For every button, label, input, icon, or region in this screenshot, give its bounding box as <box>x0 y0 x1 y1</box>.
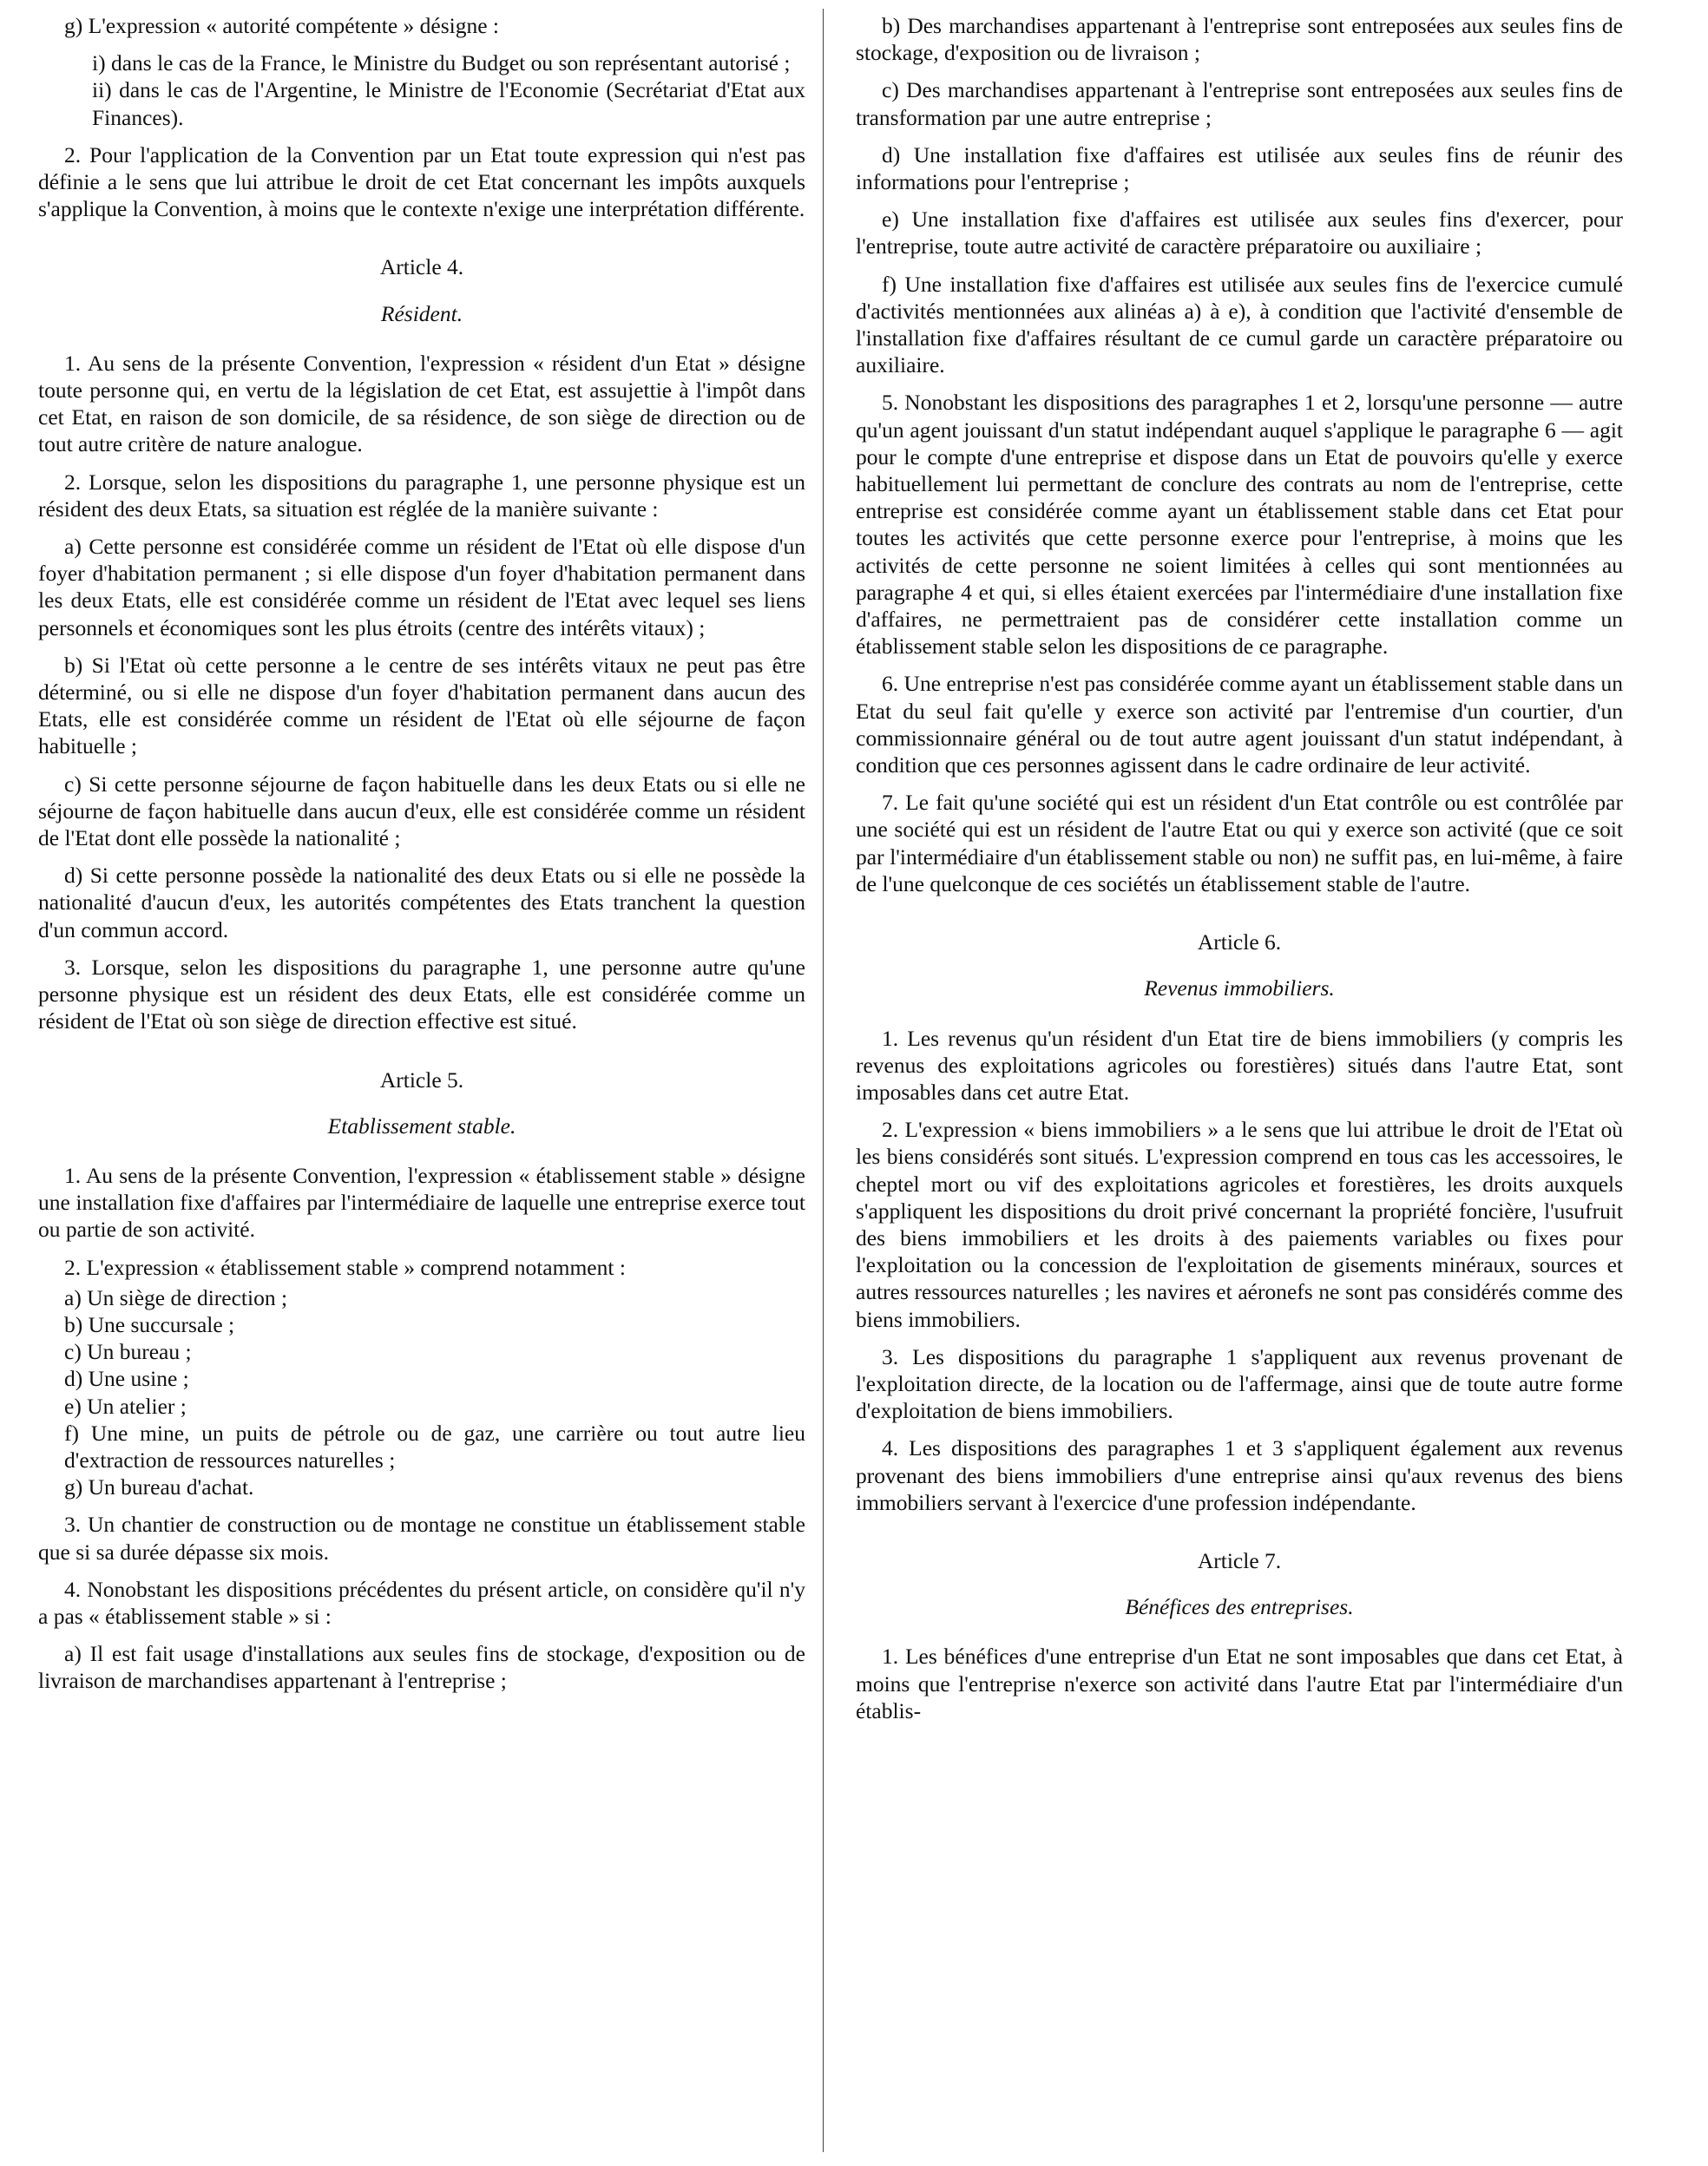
article6-title: Revenus immobiliers. <box>1144 975 1335 1001</box>
article5-paragraph-4a: a) Il est fait usage d'installations aux seules fins de stockage, d'exposition ou de livraison de marchandises appartenant à l'entreprise ; <box>38 1641 805 1694</box>
article5-paragraph-7: 7. Le fait qu'une société qui est un résident d'un Etat contrôle ou est contrôlée par une société qui est un résident de l'autre Etat ou qui y exerce son activité (que ce soit par l'intermédiaire d'un établissement stable ou non) ne suffit pas, en lui-même, à faire de l'une quelconque de ces sociétés un établissement stable de l'autre. <box>856 790 1623 896</box>
article4-paragraph-2: 2. Lorsque, selon les dispositions du paragraphe 1, une personne physique est un résident des deux Etats, sa situation est réglée de la manière suivante : <box>38 469 805 522</box>
article5-paragraph-4d: d) Une installation fixe d'affaires est utilisée aux seules fins de réunir des informations pour l'entreprise ; <box>856 141 1623 195</box>
article5-paragraph-1: 1. Au sens de la présente Convention, l'expression « établissement stable » désigne une installation fixe d'affaires par l'intermédiaire de laquelle une entreprise exerce tout ou partie de son activité. <box>38 1162 805 1243</box>
article6-heading: Article 6. <box>1197 929 1282 955</box>
article5-paragraph-6: 6. Une entreprise n'est pas considérée comme ayant un établissement stable dans un Etat du seul fait qu'elle y exerce son activité par l'entremise d'un courtier, d'un commissionnaire général ou de tout autre agent jouissant d'un statut indépendant, à condition que ces personnes agissent dans le cadre ordinaire de leur activité. <box>856 671 1623 778</box>
list-item: g) Un bureau d'achat. <box>64 1474 254 1500</box>
list-item: b) Une succursale ; <box>64 1311 235 1337</box>
definition-g-i: i) dans le cas de la France, le Ministre du Budget ou son représentant autorisé ; <box>92 50 791 76</box>
article5-paragraph-4e: e) Une installation fixe d'affaires est utilisée aux seules fins d'exercer, pour l'entreprise, toute autre activité de caractère préparatoire ou auxiliaire ; <box>856 207 1623 259</box>
column-divider <box>823 9 824 2152</box>
article5-paragraph-5: 5. Nonobstant les dispositions des paragraphes 1 et 2, lorsqu'une personne — autre qu'un agent jouissant d'un statut indépendant auquel s'applique le paragraphe 6 — agit pour le compte d'une entreprise et dispose dans un Etat de pouvoirs qu'elle y exerce habituellement lui permettant de conclure des contrats au nom de l'entreprise, cette entreprise est considérée comme ayant un établissement stable dans cet Etat pour toutes les activités que cette personne exerce pour l'entreprise, à moins que les activités de cette personne ne soient limitées à celles qui sont mentionnées au paragraphe 4 et qui, si elles étaient exercées par l'intermédiaire d'une installation fixe d'affaires, ne permettraient pas de considérer cette installation comme un établissement stable selon les dispositions de ce paragraphe. <box>856 390 1623 660</box>
article6-paragraph-1: 1. Les revenus qu'un résident d'un Etat tire de biens immobiliers (y compris les revenus des exploitations agricoles ou forestières) situés dans l'autre Etat, sont imposables dans cet autre Etat. <box>856 1025 1623 1105</box>
article6-paragraph-3: 3. Les dispositions du paragraphe 1 s'appliquent aux revenus provenant de l'exploitation directe, de la location ou de l'affermage, ainsi que de toute autre forme d'exploitation de biens immobiliers. <box>856 1343 1623 1424</box>
list-item: d) Une usine ; <box>64 1366 189 1392</box>
article4-paragraph-2a: a) Cette personne est considérée comme un résident de l'Etat où elle dispose d'un foyer d'habitation permanent ; si elle dispose d'un foyer d'habitation permanent dans les deux Etats, elle est considérée comme un résident de l'Etat avec lequel ses liens personnels et économiques sont les plus étroits (centre des intérêts vitaux) ; <box>38 534 805 640</box>
article4-paragraph-1: 1. Au sens de la présente Convention, l'expression « résident d'un Etat » désigne toute personne qui, en vertu de la législation de cet Etat, est assujettie à l'impôt dans cet Etat, en raison de son domicile, de sa résidence, de son siège de direction ou de tout autre critère de nature analogue. <box>38 350 805 457</box>
article5-heading: Article 5. <box>379 1067 464 1093</box>
article5-paragraph-4: 4. Nonobstant les dispositions précédentes du présent article, on considère qu'il n'y a pas « établissement stable » si : <box>38 1576 805 1629</box>
right-column <box>856 12 1623 1735</box>
article7-title: Bénéfices des entreprises. <box>1125 1594 1354 1620</box>
article4-paragraph-3: 3. Lorsque, selon les dispositions du paragraphe 1, une personne autre qu'une personne physique est un résident des deux Etats, elle est considérée comme un résident de l'Etat où son siège de direction effective est situé. <box>38 954 805 1034</box>
article5-paragraph-4f: f) Une installation fixe d'affaires est utilisée aux seules fins de l'exercice cumulé d'activités mentionnées aux alinéas a) à e), à condition que l'activité d'ensemble de l'installation fixe d'affaires résultant de ce cumul garde un caractère préparatoire ou auxiliaire. <box>856 271 1623 378</box>
list-item: a) Un siège de direction ; <box>64 1284 288 1310</box>
article5-paragraph-4b: b) Des marchandises appartenant à l'entreprise sont entreposées aux seules fins de stockage, d'exposition ou de livraison ; <box>856 13 1623 66</box>
article6-paragraph-4: 4. Les dispositions des paragraphes 1 et 3 s'appliquent également aux revenus provenant des biens immobiliers d'une entreprise ainsi qu'aux revenus des biens immobiliers servant à l'exercice d'une profession indépendante. <box>856 1435 1623 1515</box>
article6-paragraph-2: 2. L'expression « biens immobiliers » a le sens que lui attribue le droit de l'Etat où les biens considérés sont situés. L'expression comprend en tous cas les accessoires, le cheptel mort ou vif des exploitations agricoles et forestières, les droits auxquels s'appliquent les dispositions du droit privé concernant la propriété foncière, l'usufruit des biens immobiliers et les droits à des paiements variables ou fixes pour l'exploitation ou la concession de l'exploitation de gisements minéraux, sources et autres ressources naturelles ; les navires et aéronefs ne sont pas considérés comme des biens immobiliers. <box>856 1117 1623 1332</box>
article5-title: Etablissement stable. <box>327 1113 516 1139</box>
article7-heading: Article 7. <box>1197 1547 1282 1573</box>
article4-paragraph-2b: b) Si l'Etat où cette personne a le centre de ses intérêts vitaux ne peut pas être déterminé, ou si elle ne dispose d'un foyer d'habitation permanent dans aucun des Etats, elle est considérée comme un résident de l'Etat où elle séjourne de façon habituelle ; <box>38 652 805 759</box>
article4-paragraph-2c: c) Si cette personne séjourne de façon habituelle dans les deux Etats ou si elle ne séjourne de façon habituelle dans aucun d'eux, elle est considérée comme un résident de l'Etat dont elle possède la nationalité ; <box>38 771 805 851</box>
list-item: e) Un atelier ; <box>64 1393 187 1419</box>
article7-paragraph-1: 1. Les bénéfices d'une entreprise d'un Etat ne sont imposables que dans cet Etat, à moins que l'entreprise n'exerce son activité dans l'autre Etat par l'intermédiaire d'un établis- <box>856 1644 1623 1723</box>
left-column <box>38 12 805 1705</box>
article5-paragraph-2: 2. L'expression « établissement stable » comprend notamment : <box>64 1254 626 1280</box>
article5-paragraph-3: 3. Un chantier de construction ou de montage ne constitue un établissement stable que si sa durée dépasse six mois. <box>38 1512 805 1565</box>
article3-paragraph-2: 2. Pour l'application de la Convention par un Etat toute expression qui n'est pas définie a le sens que lui attribue le droit de cet Etat concernant les impôts auxquels s'applique la Convention, à moins que le contexte n'exige une interprétation différente. <box>38 141 805 222</box>
article4-title: Résident. <box>380 300 463 326</box>
definition-g: g) L'expression « autorité compétente » désigne : <box>64 13 499 38</box>
list-item: c) Un bureau ; <box>64 1339 192 1365</box>
article4-heading: Article 4. <box>379 254 464 280</box>
article4-paragraph-2d: d) Si cette personne possède la nationalité des deux Etats ou si elle ne possède la nationalité d'aucun d'eux, les autorités compétentes des Etats tranchent la question d'un commun accord. <box>38 863 805 942</box>
definition-g-ii: ii) dans le cas de l'Argentine, le Ministre de l'Economie (Secrétariat d'Etat aux Finances). <box>92 77 805 130</box>
list-item: f) Une mine, un puits de pétrole ou de gaz, une carrière ou tout autre lieu d'extraction de ressources naturelles ; <box>64 1420 805 1473</box>
article5-paragraph-4c: c) Des marchandises appartenant à l'entreprise sont entreposées aux seules fins de transformation par une autre entreprise ; <box>856 77 1623 130</box>
